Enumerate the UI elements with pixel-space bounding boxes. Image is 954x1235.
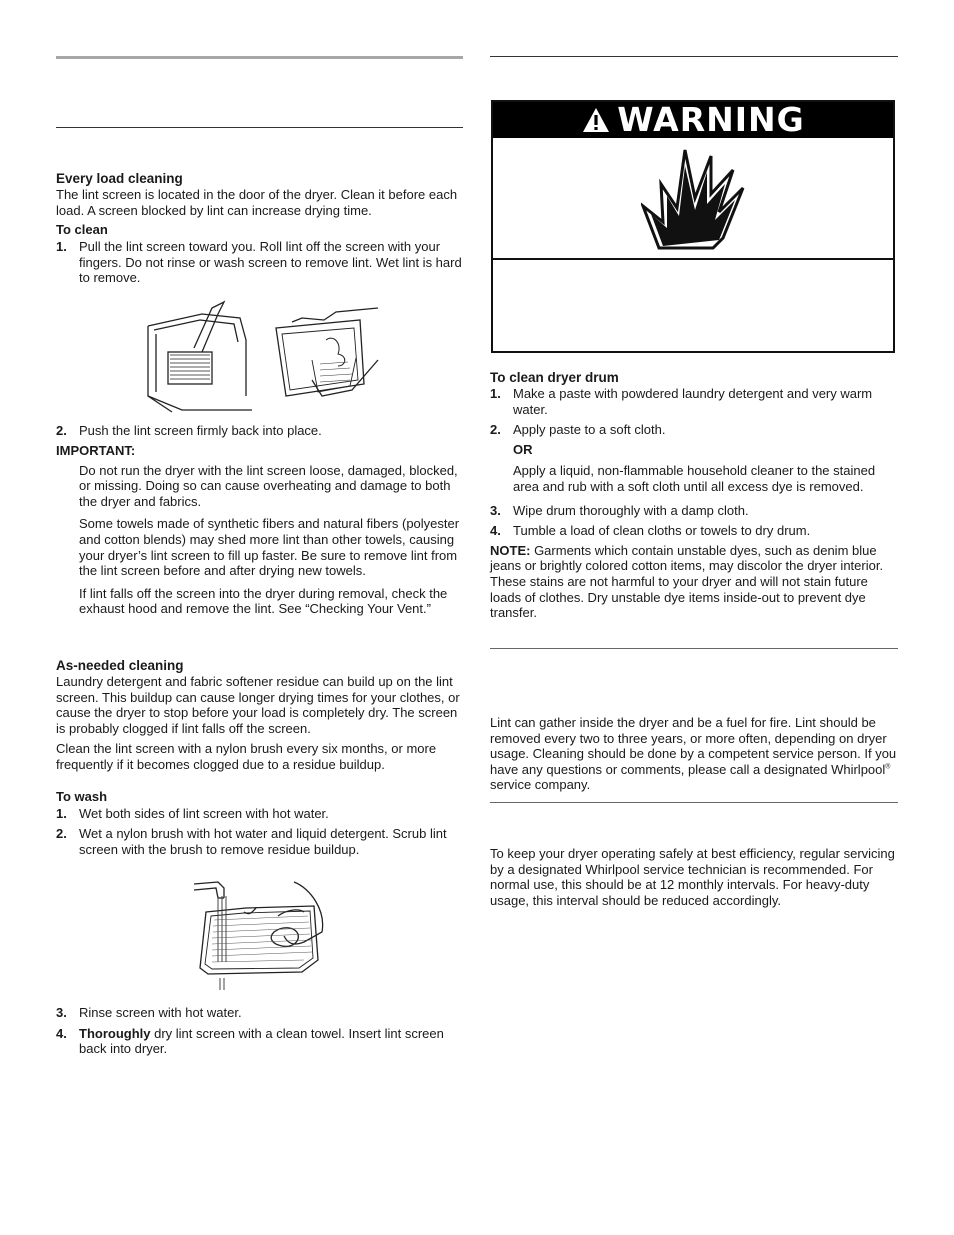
list-item: 3. Wipe drum thoroughly with a damp cloth.: [490, 502, 749, 518]
to-wash-heading: To wash: [56, 788, 108, 804]
as-needed-heading: As-needed cleaning: [56, 658, 184, 673]
list-item: 1. Pull the lint screen toward you. Roll lint off the screen with your fingers. Do not rinse or wash screen to remove lint. Wet lint is hard to remove.: [56, 239, 462, 286]
to-wash-steps-continued: [56, 1005, 463, 1057]
warning-header: [493, 102, 893, 138]
important-label: IMPORTANT:: [56, 442, 136, 458]
every-load-continued: [56, 423, 463, 617]
section-divider: [490, 56, 898, 57]
lint-removal-section: [490, 715, 898, 793]
or-label: OR: [513, 441, 533, 457]
section-divider: [490, 648, 898, 649]
warning-divider: [493, 258, 893, 260]
list-item: 4. Tumble a load of clean cloths or towels to dry drum.: [490, 523, 811, 539]
list-item: 4. Thoroughly dry lint screen with a clean towel. Insert lint screen back into dryer.: [56, 1025, 444, 1057]
drum-note: NOTE: Garments which contain unstable dyes, such as denim blue jeans or brightly colored cotton items, may discolor the dryer interior. These stains are not harmful to your dryer and will not stain future loads of clothes. Dry unstable dye items inside-out to prevent dye transfer.: [490, 542, 884, 621]
as-needed-paragraph: Laundry detergent and fabric softener residue can build up on the lint screen. This buildup can cause longer drying times for your clothes, or cause the dryer to stop before your load is completely dry. The screen is probably clogged if lint falls off the screen.: [56, 674, 460, 736]
to-clean-heading: To clean: [56, 222, 108, 238]
to-wash-steps: [56, 806, 463, 858]
as-needed-paragraph: Clean the lint screen with a nylon brush every six months, or more frequently if it becomes clogged due to a residue buildup.: [56, 741, 437, 772]
servicing-paragraph: To keep your dryer operating safely at best efficiency, regular servicing by a designated Whirlpool service technician is recommended. For normal use, this should be at 12 monthly intervals. For heavy-duty usage, this interval should be reduced accordingly.: [490, 846, 895, 908]
lint-removal-paragraph: Lint can gather inside the dryer and be a fuel for fire. Lint should be removed every two to three years, or more often, depending on dryer usage. Cleaning should be done by a competent service person. If you have any questions or comments, please call a designated Whirlpool® service company.: [490, 715, 897, 793]
to-clean-steps: [56, 239, 463, 286]
every-load-heading: Every load cleaning: [56, 171, 183, 186]
list-item: 2. Apply paste to a soft cloth. OR Apply a liquid, non-flammable household cleaner to the stained area and rub with a soft cloth until all excess dye is removed.: [490, 422, 898, 494]
important-paragraph: Some towels made of synthetic fibers and natural fibers (polyester and cotton blends) may shed more lint than other towels, causing your dryer’s lint screen to fill up faster. Be sure to remove lint from the lint screen before and after drying new towels.: [79, 516, 460, 579]
list-item: 1. Make a paste with powdered laundry detergent and very warm water.: [490, 386, 873, 417]
warning-title: WARNING: [617, 100, 805, 140]
alternative-instruction: Apply a liquid, non-flammable household cleaner to the stained area and rub with a soft cloth until all excess dye is removed.: [513, 463, 876, 494]
lint-screen-removal-illustration: [142, 300, 382, 414]
every-load-section: [56, 171, 463, 286]
list-item: 2. Wet a nylon brush with hot water and liquid detergent. Scrub lint screen with the brush to remove residue buildup.: [56, 826, 447, 857]
warning-triangle-icon: [581, 106, 611, 134]
every-load-intro: The lint screen is located in the door of the dryer. Clean it before each load. A screen blocked by lint can increase drying time.: [56, 187, 458, 218]
important-paragraph: If lint falls off the screen into the dryer during removal, check the exhaust hood and remove the lint. See “Checking Your Vent.”: [79, 585, 448, 617]
list-item: 1. Wet both sides of lint screen with hot water.: [56, 805, 329, 821]
important-paragraph: Do not run the dryer with the lint screen loose, damaged, blocked, or missing. Doing so can cause overheating and damage to both the dryer and fabrics.: [79, 462, 458, 509]
dryer-drum-heading: To clean dryer drum: [490, 370, 619, 385]
section-divider: [56, 56, 463, 59]
explosion-icon: [641, 148, 747, 252]
dryer-drum-section: [490, 370, 898, 621]
as-needed-section: [56, 658, 463, 857]
lint-screen-washing-illustration: [194, 876, 330, 994]
section-divider: [490, 802, 898, 803]
section-divider: [56, 127, 463, 128]
warning-box: [491, 100, 895, 353]
list-item: 3. Rinse screen with hot water.: [56, 1005, 242, 1020]
dryer-drum-steps: [490, 386, 898, 539]
servicing-section: [490, 846, 898, 908]
registered-mark: ®: [885, 763, 891, 771]
to-clean-steps-continued: [56, 423, 463, 439]
list-item: 2. Push the lint screen firmly back into place.: [56, 423, 322, 438]
to-wash-continued: [56, 1005, 463, 1057]
